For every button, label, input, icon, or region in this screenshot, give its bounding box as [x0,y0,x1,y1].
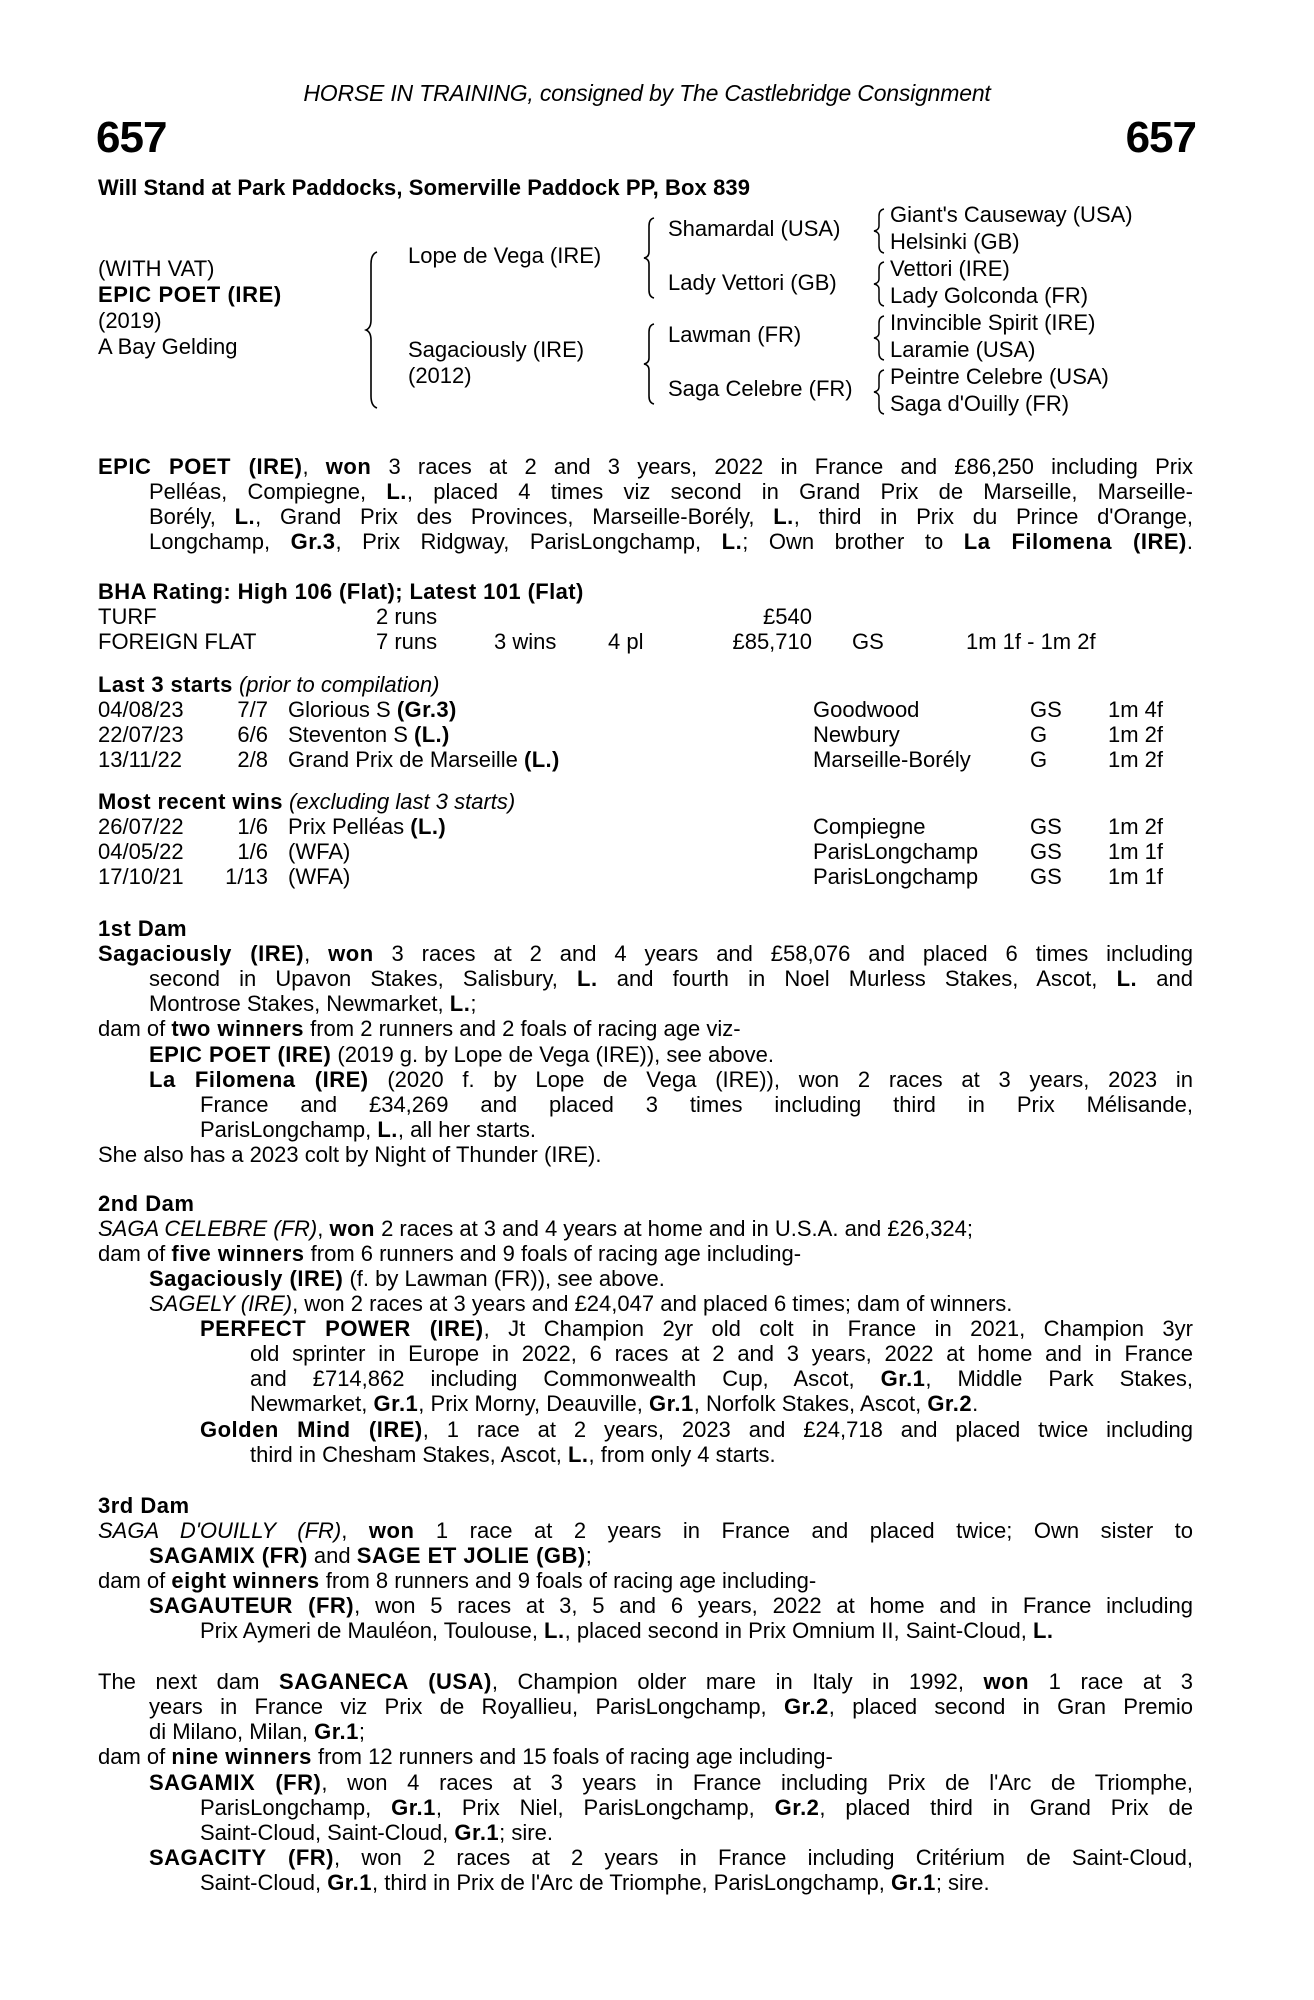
text-segment: Pelléas, Compiegne, [149,479,387,504]
record-type: TURF [98,604,157,629]
record-type: FOREIGN FLAT [98,629,257,654]
text-segment: , placed second in Gran Premio [828,1694,1193,1719]
text-line [98,1518,1193,1544]
bold-text: Gr.1 [454,1820,500,1845]
text-segment: third in Chesham Stakes, Ascot, [250,1442,568,1467]
text-line [98,1493,190,1519]
text-segment: ParisLongchamp, [200,1117,378,1142]
horse-year: (2019) [98,308,162,333]
bold-text: Sagaciously (IRE) [98,941,305,966]
record-prize: £85,710 [732,629,812,654]
text-segment: 3 races at 2 and 3 years, 2022 in France and £86,250 including Prix [371,454,1193,479]
text-segment: ; [470,991,477,1016]
text-segment: Saint-Cloud, [200,1870,328,1895]
bold-text: Gr.1 [314,1719,359,1744]
text-segment: , third in Prix de l'Arc de Triomphe, ParisLongchamp, [372,1870,891,1895]
text-segment: . [1186,529,1193,554]
bold-text: won [325,454,372,479]
ggp-name: Lady Golconda (FR) [890,283,1089,308]
text-line [200,1820,553,1846]
ggp-name: Peintre Celebre (USA) [890,364,1109,389]
race-title: Grand Prix de Marseille [288,747,524,772]
bold-text: 1st Dam [98,916,188,941]
race-position: 6/6 [237,722,268,747]
text-line [250,1366,1193,1392]
bold-text: SAGE ET JOLIE (GB) [356,1543,586,1568]
race-distance: 1m 2f [1108,814,1164,839]
text-line [98,1191,194,1217]
text-segment: , Prix Ridgway, ParisLongchamp, [335,529,722,554]
ggp-brace-3-icon [872,314,886,362]
text-segment: , Grand Prix des Provinces, Marseille-Borély, [255,504,774,529]
bold-text: L. [1116,966,1138,991]
text-segment: , Prix Morny, Deauville, [418,1391,649,1416]
bold-text: L. [377,1117,398,1142]
ggp-brace-1-icon [872,207,886,255]
race-position: 2/8 [237,747,268,772]
race-title: (WFA) [288,864,351,889]
text-segment: , all her starts. [397,1117,537,1142]
last-starts-subtitle: (prior to compilation) [238,672,440,697]
text-segment: , 1 race at 2 years, 2023 and £24,718 and placed twice including [422,1417,1193,1442]
race-going: GS [1030,814,1062,839]
text-line [98,454,1193,480]
race-name [288,814,446,840]
bold-text: Gr.1 [327,1870,372,1895]
text-segment: dam of [98,1241,172,1266]
bold-text: Gr.2 [783,1694,829,1719]
ggp-name: Giant's Causeway (USA) [890,202,1133,227]
text-segment: (2020 f. by Lope de Vega (IRE)), won 2 races at 3 years, 2023 in [368,1067,1193,1092]
record-wins: 3 wins [494,629,557,654]
text-segment: 2 races at 3 and 4 years at home and in U.S.A. and £26,324; [374,1216,974,1241]
bold-text: Golden Mind (IRE) [200,1417,423,1442]
text-segment: , from only 4 starts. [588,1442,776,1467]
race-position: 1/6 [237,814,268,839]
text-line [149,1593,1193,1619]
race-date: 26/07/22 [98,814,184,839]
race-title: Steventon S [288,722,414,747]
text-line [149,991,476,1017]
text-segment: Newmarket, [250,1391,374,1416]
bold-text: five winners [171,1241,305,1266]
sire-sire-name: Shamardal (USA) [668,216,841,241]
text-segment: , [317,1216,330,1241]
text-line [98,1744,833,1770]
text-line [149,1291,1012,1317]
recent-wins-title: Most recent wins [98,789,283,814]
race-grade: (L.) [523,747,560,772]
record-distance: 1m 1f - 1m 2f [966,629,1096,654]
record-placed: 4 pl [608,629,644,654]
text-line [149,504,1193,530]
ggp-name: Helsinki (GB) [890,229,1020,254]
bold-text: Gr.1 [880,1366,926,1391]
race-grade: (L.) [413,722,450,747]
text-segment: old sprinter in Europe in 2022, 6 races at 2 and 3 years, 2022 at home and in France [250,1341,1193,1366]
race-course: ParisLongchamp [813,864,979,889]
italic-text: SAGELY (IRE) [149,1291,293,1316]
race-name [288,747,560,773]
dam-dam-name: Saga Celebre (FR) [668,376,853,401]
text-line [250,1391,978,1417]
last-starts-title: Last 3 starts [98,672,233,697]
text-segment: , Jt Champion 2yr old colt in France in 2021, Champion 3yr [483,1316,1193,1341]
text-line [200,1417,1193,1443]
text-line [200,1618,1054,1644]
italic-text: SAGA CELEBRE (FR) [98,1216,318,1241]
race-title: Prix Pelléas [288,814,411,839]
text-segment: , [302,454,326,479]
bold-text: EPIC POET (IRE) [149,1042,332,1067]
race-title: Glorious S [288,697,397,722]
lot-number-right: 657 [1125,113,1196,162]
text-line [200,1870,990,1896]
text-segment: dam of [98,1568,172,1593]
text-segment: years in France viz Prix de Royallieu, ParisLongchamp, [149,1694,784,1719]
bold-text: PERFECT POWER (IRE) [200,1316,484,1341]
sire-brace-icon [642,216,656,300]
text-segment: (2019 g. by Lope de Vega (IRE)), see above. [331,1042,775,1067]
text-segment: , Norfolk Stakes, Ascot, [693,1391,928,1416]
bold-text: L. [1032,1618,1054,1643]
text-segment: , placed second in Prix Omnium II, Saint-Cloud, [564,1618,1033,1643]
bha-rating: BHA Rating: High 106 (Flat); Latest 101 (Flat) [98,579,584,604]
bold-text: La Filomena (IRE) [963,529,1187,554]
race-name [288,839,350,865]
bold-text: L. [721,529,743,554]
text-line [250,1442,776,1468]
race-grade: (Gr.3) [396,697,457,722]
race-distance: 1m 1f [1108,839,1164,864]
race-distance: 1m 2f [1108,722,1164,747]
text-segment: 1 race at 2 years in France and placed twice; Own sister to [414,1518,1193,1543]
text-segment: ParisLongchamp, [200,1795,392,1820]
text-line [200,1092,1193,1118]
text-segment: The next dam [98,1669,280,1694]
text-segment: and [307,1543,357,1568]
text-line [149,966,1193,992]
sire-name: Lope de Vega (IRE) [408,243,602,268]
text-line [200,1117,536,1143]
race-course: ParisLongchamp [813,839,979,864]
dam-name: Sagaciously (IRE) [408,337,585,362]
race-date: 04/05/22 [98,839,184,864]
text-line [149,1719,365,1745]
text-segment: di Milano, Milan, [149,1719,315,1744]
text-segment: , placed 4 times viz second in Grand Prix de Marseille, Marseille- [406,479,1193,504]
text-line [149,1694,1193,1720]
text-segment: She also has a 2023 colt by Night of Thunder (IRE). [98,1142,602,1167]
dam-year: (2012) [408,363,472,388]
text-segment: from 2 runners and 2 foals of racing age viz- [304,1016,741,1041]
text-segment: Montrose Stakes, Newmarket, [149,991,450,1016]
italic-text: SAGA D'OUILLY (FR) [98,1518,342,1543]
bold-text: L. [773,504,794,529]
bold-text: Gr.2 [927,1391,973,1416]
race-going: GS [1030,839,1062,864]
text-segment: from 12 runners and 15 foals of racing age including- [311,1744,833,1769]
dam-brace-icon [642,322,656,406]
bold-text: 3rd Dam [98,1493,190,1518]
recent-wins-subtitle: (excluding last 3 starts) [289,789,516,814]
text-segment: , Champion older mare in Italy in 1992, [491,1669,984,1694]
bold-text: Gr.2 [774,1795,820,1820]
text-line [250,1341,1193,1367]
race-date: 04/08/23 [98,697,184,722]
race-position: 1/13 [225,864,268,889]
text-segment: second in Upavon Stakes, Salisbury, [149,966,578,991]
bold-text: won [368,1518,415,1543]
text-line [149,1042,774,1068]
bold-text: eight winners [171,1568,320,1593]
bold-text: EPIC POET (IRE) [98,454,303,479]
text-segment: 1 race at 3 [1029,1669,1193,1694]
race-going: GS [1030,697,1062,722]
bold-text: L. [234,504,256,529]
text-segment: , [341,1518,369,1543]
bold-text: SAGAMIX (FR) [149,1770,322,1795]
bold-text: SAGACITY (FR) [149,1845,334,1870]
text-line [149,1266,665,1292]
text-segment: from 6 runners and 9 foals of racing age including- [304,1241,802,1266]
consignment-header: HORSE IN TRAINING, consigned by The Castlebridge Consignment [303,80,991,106]
text-segment: 3 races at 2 and 4 years and £58,076 and placed 6 times including [373,941,1193,966]
ggp-name: Saga d'Ouilly (FR) [890,391,1070,416]
record-prize: £540 [763,604,812,629]
lot-number-left: 657 [96,113,167,162]
text-line [149,1770,1193,1796]
race-name [288,722,450,748]
bold-text: won [983,1669,1030,1694]
text-line [98,1016,741,1042]
text-line [98,1568,816,1594]
race-going: GS [1030,864,1062,889]
text-segment: from 8 runners and 9 foals of racing age including- [319,1568,817,1593]
text-segment: , placed third in Grand Prix de [819,1795,1193,1820]
race-course: Compiegne [813,814,926,839]
record-runs: 7 runs [376,629,438,654]
race-position: 7/7 [237,697,268,722]
horse-description: A Bay Gelding [98,334,238,359]
race-title: (WFA) [288,839,351,864]
horse-name: EPIC POET (IRE) [98,282,282,307]
bold-text: Gr.3 [290,529,336,554]
race-distance: 1m 1f [1108,864,1164,889]
race-distance: 1m 2f [1108,747,1164,772]
text-segment: and £714,862 including Commonwealth Cup, Ascot, [250,1366,881,1391]
bold-text: won [329,1216,375,1241]
text-line [98,1142,601,1168]
race-position: 1/6 [237,839,268,864]
race-name [288,697,457,723]
text-segment: , [304,941,329,966]
text-line [200,1316,1193,1342]
race-going: G [1030,722,1048,747]
text-segment: Borély, [149,504,235,529]
text-line [149,1543,592,1569]
text-segment: , Middle Park Stakes, [925,1366,1193,1391]
race-grade: (L.) [410,814,447,839]
bold-text: L. [449,991,471,1016]
bold-text: won [328,941,374,966]
text-line [149,1845,1193,1871]
text-line [98,1216,973,1242]
text-segment: (f. by Lawman (FR)), see above. [343,1266,665,1291]
text-segment: Longchamp, [149,529,291,554]
dam-sire-name: Lawman (FR) [668,322,802,347]
bold-text: SAGAUTEUR (FR) [149,1593,355,1618]
stand-location: Will Stand at Park Paddocks, Somerville Paddock PP, Box 839 [98,175,751,200]
record-going: GS [852,629,884,654]
bold-text: L. [567,1442,589,1467]
text-segment: France and £34,269 and placed 3 times including third in Prix Mélisande, [200,1092,1193,1117]
text-segment: Prix Aymeri de Mauléon, Toulouse, [200,1618,545,1643]
race-distance: 1m 4f [1108,697,1164,722]
race-date: 13/11/22 [98,747,183,772]
race-name [288,864,350,890]
race-course: Goodwood [813,697,920,722]
bold-text: SAGAMIX (FR) [149,1543,308,1568]
text-line [149,1067,1193,1093]
text-segment: ; sire. [499,1820,553,1845]
text-line [200,1795,1193,1821]
text-segment: and fourth in Noel Murless Stakes, Ascot, [597,966,1117,991]
bold-text: L. [577,966,598,991]
text-segment: ; Own brother to [742,529,964,554]
race-course: Newbury [813,722,900,747]
text-segment: Saint-Cloud, Saint-Cloud, [200,1820,455,1845]
text-segment: and [1137,966,1193,991]
ggp-brace-2-icon [872,260,886,308]
bold-text: Gr.1 [648,1391,694,1416]
text-line [149,529,1193,555]
ggp-name: Vettori (IRE) [890,256,1010,281]
bold-text: nine winners [171,1744,312,1769]
text-segment: dam of [98,1744,172,1769]
vat-label: (WITH VAT) [98,256,215,281]
text-segment: . [972,1391,979,1416]
text-line [98,1669,1193,1695]
bold-text: 2nd Dam [98,1191,195,1216]
bold-text: Gr.1 [891,1870,936,1895]
ggp-name: Laramie (USA) [890,337,1036,362]
ggp-brace-4-icon [872,368,886,416]
text-segment: , Prix Niel, ParisLongchamp, [435,1795,775,1820]
record-runs: 2 runs [376,604,438,629]
text-segment: , won 2 races at 2 years in France including Critérium de Saint-Cloud, [334,1845,1193,1870]
text-segment: ; [585,1543,592,1568]
bold-text: L. [544,1618,565,1643]
bold-text: La Filomena (IRE) [149,1067,369,1092]
ggp-name: Invincible Spirit (IRE) [890,310,1096,335]
race-date: 17/10/21 [98,864,184,889]
bold-text: two winners [171,1016,304,1041]
text-line [98,941,1193,967]
bold-text: SAGANECA (USA) [279,1669,492,1694]
text-segment: , won 2 races at 3 years and £24,047 and placed 6 times; dam of winners. [292,1291,1013,1316]
bold-text: L. [386,479,407,504]
race-going: G [1030,747,1048,772]
text-segment: dam of [98,1016,172,1041]
text-segment: ; [358,1719,366,1744]
text-segment: , third in Prix du Prince d'Orange, [793,504,1193,529]
bold-text: Gr.1 [373,1391,419,1416]
sire-dam-name: Lady Vettori (GB) [668,270,837,295]
text-line [149,479,1193,505]
text-segment: , won 4 races at 3 years in France including Prix de l'Arc de Triomphe, [321,1770,1193,1795]
main-brace-icon [364,250,380,410]
text-segment: , won 5 races at 3, 5 and 6 years, 2022 at home and in France including [354,1593,1193,1618]
bold-text: Sagaciously (IRE) [149,1266,344,1291]
race-date: 22/07/23 [98,722,184,747]
bold-text: Gr.1 [391,1795,436,1820]
text-line [98,1241,801,1267]
text-segment: ; sire. [935,1870,990,1895]
text-line [98,916,187,942]
race-course: Marseille-Borély [813,747,971,772]
